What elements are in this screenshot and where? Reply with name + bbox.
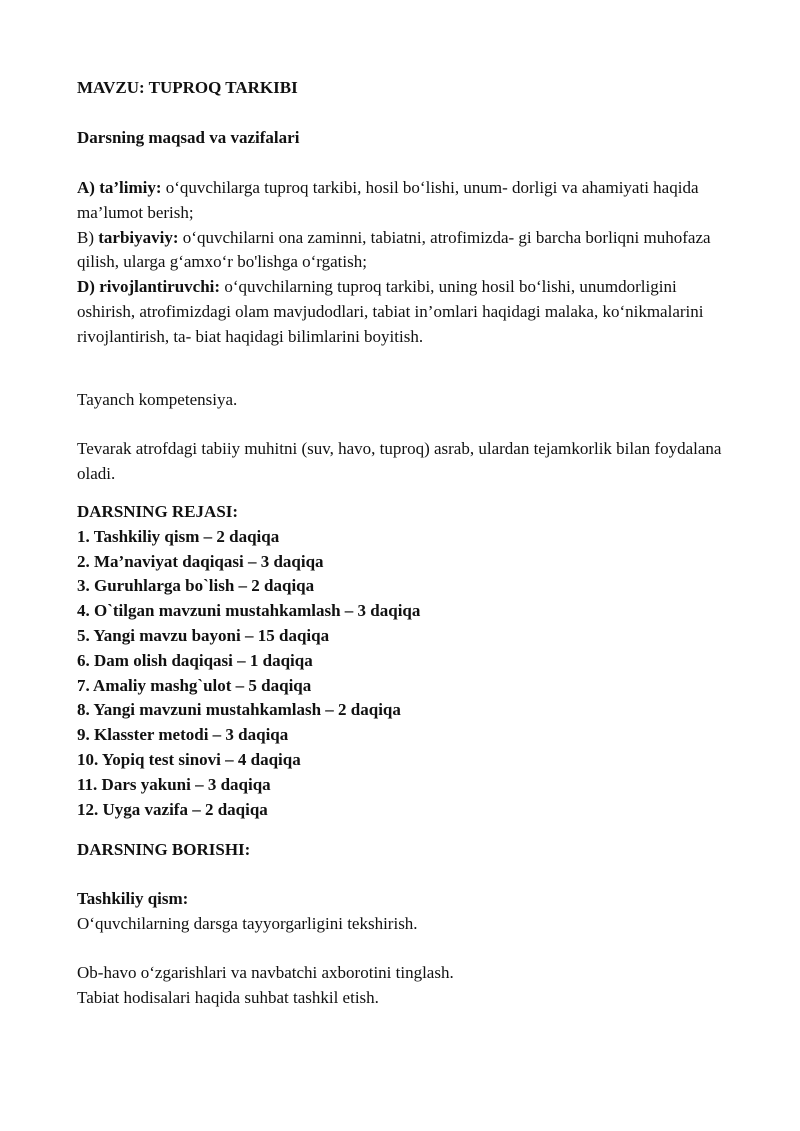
goals-subtitle: Darsning maqsad va vazifalari — [77, 128, 300, 147]
plan-item: 11. Dars yakuni – 3 daqiqa — [77, 774, 271, 794]
goal-developmental-text: o‘quvchilarning tuproq tarkibi, uning hosil bo‘lishi, unumdorligini oshirish, atrofimizdagi olam mavjudodlari, tabiat in’omlari haqidagi malaka, ko‘nikmalarini rivojlantirish, ta- biat haqidagi bilimlarini boyitish. — [77, 277, 704, 346]
plan-item: 5. Yangi mavzu bayoni – 15 daqiqa — [77, 625, 330, 645]
competency-text: Tevarak atrofdagi tabiiy muhitni (suv, havo, tuproq) asrab, ulardan tejamkorlik bilan foydalana oladi. — [77, 439, 722, 483]
plan-item: 2. Ma’naviyat daqiqasi – 3 daqiqa — [77, 551, 324, 571]
weather-text: Ob-havo o‘zgarishlari va navbatchi axborotini tinglash. — [77, 963, 454, 982]
goal-educational-label: A) ta’limiy: — [77, 178, 162, 197]
plan-list — [77, 525, 420, 823]
goal-upbringing — [77, 226, 737, 276]
competency-heading: Tayanch kompetensiya. — [77, 390, 238, 409]
organizational-heading: Tashkiliy qism: — [77, 889, 189, 908]
plan-heading: DARSNING REJASI: — [77, 502, 239, 521]
goal-upbringing-text: o‘quvchilarni ona zaminni, tabiatni, atrofimizda- gi barcha borliqni muhofaza qilish, ularga g‘amxo‘r bo'lishga o‘rgatish; — [77, 227, 711, 272]
plan-item: 9. Klasster metodi – 3 daqiqa — [77, 725, 289, 745]
organizational-text: O‘quvchilarning darsga tayyorgarligini tekshirish. — [77, 913, 418, 933]
plan-item: 12. Uyga vazifa – 2 daqiqa — [77, 799, 268, 819]
plan-item: 10. Yopiq test sinovi – 4 daqiqa — [77, 749, 301, 769]
plan-item: 4. O`tilgan mavzuni mustahkamlash – 3 daqiqa — [77, 601, 421, 621]
plan-item: 3. Guruhlarga bo`lish – 2 daqiqa — [77, 576, 315, 596]
plan-item: 7. Amaliy mashg`ulot – 5 daqiqa — [77, 675, 312, 695]
plan-item: 1. Tashkiliy qism – 2 daqiqa — [77, 526, 280, 546]
goal-developmental — [77, 275, 737, 349]
goal-educational-text: o‘quvchilarga tuproq tarkibi, hosil bo‘lishi, unum- dorligi va ahamiyati haqida ma’lumot berish; — [77, 178, 699, 222]
goal-developmental-label: D) rivojlantiruvchi: — [77, 277, 221, 297]
lesson-progress-heading: DARSNING BORISHI: — [77, 840, 251, 859]
goal-upbringing-prefix: B) — [77, 227, 99, 247]
goal-upbringing-label: tarbiyaviy: — [98, 227, 179, 247]
goal-educational — [77, 176, 737, 226]
nature-text: Tabiat hodisalari haqida suhbat tashkil etish. — [77, 987, 379, 1007]
goals-block — [77, 176, 737, 350]
plan-item: 8. Yangi mavzuni mustahkamlash – 2 daqiqa — [77, 700, 401, 720]
document-title: MAVZU: TUPROQ TARKIBI — [77, 78, 298, 97]
plan-item: 6. Dam olish daqiqasi – 1 daqiqa — [77, 650, 313, 670]
